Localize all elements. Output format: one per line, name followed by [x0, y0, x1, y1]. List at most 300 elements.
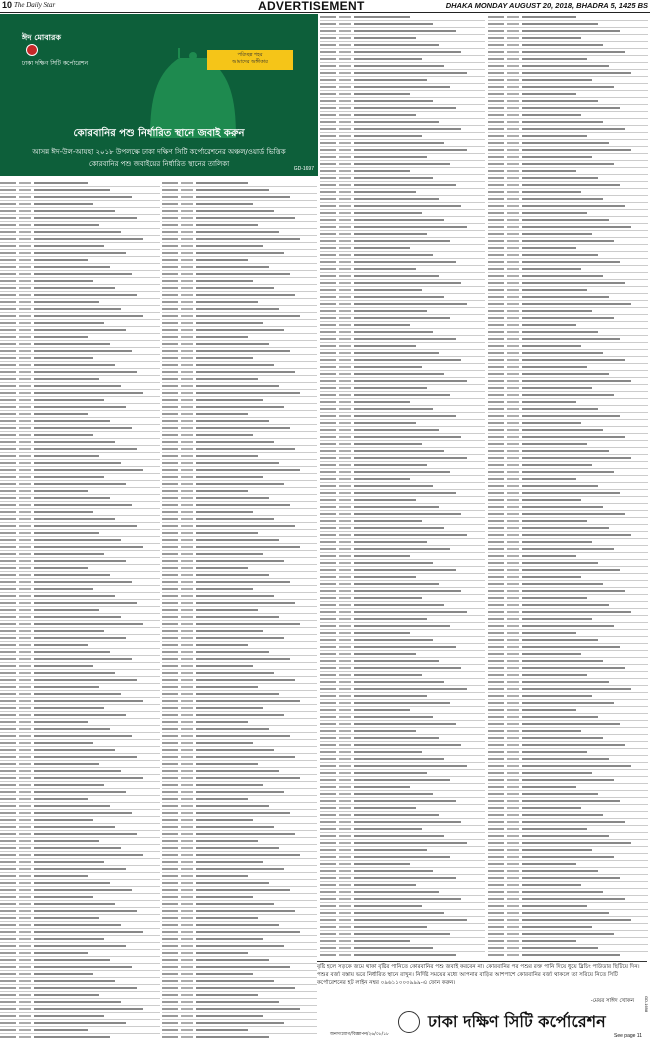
listing-row	[488, 161, 648, 168]
listing-row	[320, 336, 485, 343]
listing-row	[320, 924, 485, 931]
listing-row	[162, 558, 317, 565]
listing-row	[162, 796, 317, 803]
listing-row	[320, 518, 485, 525]
listing-row	[488, 896, 648, 903]
dscc-logo-icon	[26, 44, 38, 56]
listing-row	[320, 308, 485, 315]
listing-row	[0, 250, 160, 257]
listing-row	[488, 308, 648, 315]
eid-greeting: ঈদ মোবারক	[22, 33, 61, 42]
listing-row	[162, 803, 317, 810]
listing-row	[320, 679, 485, 686]
listing-row	[320, 749, 485, 756]
listing-row	[320, 441, 485, 448]
listing-row	[0, 481, 160, 488]
footer-org-name: ঢাকা দক্ষিণ সিটি কর্পোরেশন	[428, 1012, 606, 1031]
listing-row	[0, 712, 160, 719]
listing-row	[0, 313, 160, 320]
listing-row	[488, 133, 648, 140]
listing-row	[320, 112, 485, 119]
listing-row	[0, 530, 160, 537]
listing-row	[320, 707, 485, 714]
listing-row	[488, 238, 648, 245]
dateline: DHAKA MONDAY AUGUST 20, 2018, BHADRA 5, 1425 BS	[445, 1, 648, 10]
listing-row	[0, 775, 160, 782]
listing-row	[0, 628, 160, 635]
slogan-tag	[207, 50, 293, 70]
listing-row	[488, 182, 648, 189]
listing-row	[162, 887, 317, 894]
listing-row	[162, 404, 317, 411]
listing-row	[162, 579, 317, 586]
listing-row	[0, 551, 160, 558]
listing-row	[0, 201, 160, 208]
listing-row	[0, 285, 160, 292]
listing-row	[488, 910, 648, 917]
listing-row	[320, 245, 485, 252]
listing-row	[320, 98, 485, 105]
listing-row	[320, 35, 485, 42]
listing-row	[0, 278, 160, 285]
listing-row	[162, 208, 317, 215]
listing-row	[0, 229, 160, 236]
listing-row	[0, 768, 160, 775]
listing-row	[488, 399, 648, 406]
listing-row	[0, 866, 160, 873]
listing-row	[162, 488, 317, 495]
listing-row	[320, 532, 485, 539]
listing-row	[320, 728, 485, 735]
listing-row	[488, 91, 648, 98]
listing-row	[488, 875, 648, 882]
listing-row	[320, 266, 485, 273]
listing-row	[320, 196, 485, 203]
listing-row	[162, 831, 317, 838]
listing-row	[162, 201, 317, 208]
listing-row	[320, 847, 485, 854]
listing-row	[488, 672, 648, 679]
listing-row	[488, 623, 648, 630]
listing-row	[320, 665, 485, 672]
listing-row	[320, 896, 485, 903]
listing-row	[320, 469, 485, 476]
listing-row	[488, 889, 648, 896]
listing-row	[0, 390, 160, 397]
listing-row	[0, 516, 160, 523]
listing-row	[320, 756, 485, 763]
listing-row	[488, 462, 648, 469]
listing-row	[320, 161, 485, 168]
listing-row	[0, 544, 160, 551]
listing-row	[162, 600, 317, 607]
listing-row	[0, 747, 160, 754]
listing-row	[162, 509, 317, 516]
listing-row	[488, 679, 648, 686]
listing-row	[320, 399, 485, 406]
listing-row	[320, 763, 485, 770]
listing-row	[162, 789, 317, 796]
listing-row	[320, 322, 485, 329]
page-number: 10	[2, 0, 13, 10]
listing-row	[488, 721, 648, 728]
listing-row	[488, 756, 648, 763]
listing-row	[0, 782, 160, 789]
listing-row	[0, 915, 160, 922]
listing-row	[162, 453, 317, 460]
listing-row	[488, 56, 648, 63]
listing-row	[162, 348, 317, 355]
listing-row	[488, 532, 648, 539]
listing-row	[488, 63, 648, 70]
listing-row	[0, 537, 160, 544]
listing-row	[488, 287, 648, 294]
listing-row	[320, 364, 485, 371]
listing-row	[488, 392, 648, 399]
ad-reference: জনসংযোগ/বিজ্ঞাপন/২৬/০৮/১৮	[330, 1032, 390, 1037]
listing-row	[488, 665, 648, 672]
listing-row	[488, 448, 648, 455]
listing-row	[162, 292, 317, 299]
listing-row	[320, 56, 485, 63]
listing-row	[0, 467, 160, 474]
listing-row	[0, 929, 160, 936]
listing-row	[320, 28, 485, 35]
listing-row	[320, 462, 485, 469]
banner-subheading-1: আসন্ন ঈদ-উল-আযহা ২০১৮ উপলক্ষে ঢাকা দক্ষিণ সিটি কর্পোরেশনের অঞ্চল/ওয়ার্ড ভিত্তিক	[32, 148, 286, 156]
listing-row	[320, 735, 485, 742]
listing-row	[320, 217, 485, 224]
listing-row	[320, 140, 485, 147]
listing-row	[162, 264, 317, 271]
listing-row	[0, 621, 160, 628]
listing-row	[320, 910, 485, 917]
listing-row	[320, 931, 485, 938]
listing-row	[0, 852, 160, 859]
listing-row	[162, 754, 317, 761]
listing-row	[0, 985, 160, 992]
listing-row	[320, 721, 485, 728]
listing-row	[0, 817, 160, 824]
listing-row	[162, 250, 317, 257]
listing-row	[162, 964, 317, 971]
listing-row	[320, 714, 485, 721]
listing-row	[162, 663, 317, 670]
listing-row	[488, 637, 648, 644]
listing-row	[162, 761, 317, 768]
listing-row	[320, 455, 485, 462]
listing-row	[162, 782, 317, 789]
listing-row	[162, 474, 317, 481]
ad-code: GD-1697	[293, 166, 314, 172]
listing-row	[320, 70, 485, 77]
listing-row	[488, 217, 648, 224]
listing-row	[320, 420, 485, 427]
listing-row	[162, 691, 317, 698]
listing-row	[320, 539, 485, 546]
listing-row	[488, 497, 648, 504]
listing-row	[320, 147, 485, 154]
listing-row	[162, 572, 317, 579]
listing-row	[0, 600, 160, 607]
listing-row	[162, 481, 317, 488]
listing-row	[488, 742, 648, 749]
listing-row	[488, 301, 648, 308]
listing-row	[0, 684, 160, 691]
listing-row	[162, 187, 317, 194]
listing-row	[162, 866, 317, 873]
listing-row	[320, 175, 485, 182]
listing-row	[162, 859, 317, 866]
listing-row	[320, 238, 485, 245]
listing-row	[488, 882, 648, 889]
listing-row	[320, 476, 485, 483]
listing-row	[162, 733, 317, 740]
listing-row	[488, 364, 648, 371]
listing-row	[320, 875, 485, 882]
listing-row	[488, 917, 648, 924]
eid-banner	[0, 14, 318, 176]
listing-row	[488, 826, 648, 833]
listing-row	[0, 327, 160, 334]
listing-row	[488, 539, 648, 546]
listing-row	[320, 343, 485, 350]
listing-row	[320, 357, 485, 364]
listing-row	[162, 943, 317, 950]
listing-row	[320, 581, 485, 588]
listing-row	[162, 656, 317, 663]
listing-row	[162, 194, 317, 201]
listing-row	[0, 236, 160, 243]
listing-row	[320, 14, 485, 21]
listing-row	[320, 504, 485, 511]
listing-row	[0, 474, 160, 481]
listing-row	[488, 749, 648, 756]
listing-row	[488, 343, 648, 350]
listing-row	[162, 740, 317, 747]
listing-row	[488, 77, 648, 84]
listing-row	[0, 369, 160, 376]
listing-row	[320, 826, 485, 833]
listing-row	[488, 266, 648, 273]
listing-row	[488, 819, 648, 826]
listing-row	[0, 635, 160, 642]
listing-row	[488, 847, 648, 854]
listing-row	[320, 574, 485, 581]
listing-row	[320, 329, 485, 336]
listing-row	[320, 595, 485, 602]
listing-row	[320, 945, 485, 952]
listing-row	[488, 924, 648, 931]
listing-row	[0, 733, 160, 740]
listing-row	[488, 378, 648, 385]
listing-row	[488, 784, 648, 791]
listing-row	[488, 861, 648, 868]
listing-row	[488, 112, 648, 119]
listing-row	[0, 432, 160, 439]
listing-row	[488, 854, 648, 861]
listing-row	[162, 369, 317, 376]
listing-row	[0, 208, 160, 215]
listing-row	[488, 329, 648, 336]
listing-row	[320, 119, 485, 126]
listing-row	[320, 777, 485, 784]
listing-row	[320, 686, 485, 693]
listing-row	[488, 455, 648, 462]
listing-row	[488, 476, 648, 483]
listing-row	[320, 644, 485, 651]
listing-row	[0, 418, 160, 425]
listing-row	[320, 616, 485, 623]
listing-row	[320, 154, 485, 161]
listing-row	[320, 938, 485, 945]
listing-row	[0, 488, 160, 495]
listing-row	[320, 693, 485, 700]
listing-row	[488, 490, 648, 497]
listing-row	[488, 581, 648, 588]
listing-row	[162, 551, 317, 558]
listing-row	[488, 168, 648, 175]
listing-row	[162, 460, 317, 467]
listing-row	[320, 427, 485, 434]
listing-row	[320, 903, 485, 910]
listing-row	[488, 224, 648, 231]
listing-row	[162, 411, 317, 418]
listing-row	[320, 784, 485, 791]
listing-row	[162, 306, 317, 313]
listing-row	[488, 574, 648, 581]
listing-row	[0, 1027, 160, 1034]
listing-row	[320, 742, 485, 749]
listing-row	[162, 313, 317, 320]
listing-row	[0, 789, 160, 796]
listing-column-4	[488, 14, 648, 958]
listing-row	[0, 950, 160, 957]
listing-row	[0, 523, 160, 530]
listing-row	[488, 658, 648, 665]
listing-row	[320, 315, 485, 322]
listing-row	[162, 915, 317, 922]
listing-row	[0, 187, 160, 194]
listing-row	[320, 630, 485, 637]
listing-row	[0, 299, 160, 306]
listing-row	[320, 560, 485, 567]
listing-row	[0, 824, 160, 831]
listing-row	[488, 252, 648, 259]
listing-row	[320, 483, 485, 490]
listing-row	[0, 1013, 160, 1020]
listing-row	[162, 362, 317, 369]
listing-row	[488, 350, 648, 357]
listing-row	[488, 42, 648, 49]
listing-row	[488, 70, 648, 77]
listing-row	[0, 943, 160, 950]
listing-row	[0, 831, 160, 838]
listing-row	[162, 936, 317, 943]
listing-row	[162, 978, 317, 985]
listing-row	[0, 656, 160, 663]
listing-row	[488, 546, 648, 553]
listing-row	[488, 483, 648, 490]
listing-row	[0, 348, 160, 355]
listing-row	[488, 385, 648, 392]
listing-row	[162, 908, 317, 915]
listing-row	[320, 700, 485, 707]
listing-row	[488, 805, 648, 812]
side-code: GD-1698	[644, 996, 649, 1013]
listing-row	[488, 777, 648, 784]
listing-row	[488, 700, 648, 707]
listing-row	[320, 210, 485, 217]
listing-row	[162, 677, 317, 684]
listing-row	[0, 880, 160, 887]
listing-row	[488, 609, 648, 616]
banner-org-name: ঢাকা দক্ষিণ সিটি কর্পোরেশন	[22, 60, 89, 67]
listing-row	[162, 516, 317, 523]
listing-row	[162, 642, 317, 649]
listing-column-2	[162, 180, 317, 1038]
listing-row	[162, 929, 317, 936]
listing-row	[320, 588, 485, 595]
listing-row	[162, 649, 317, 656]
listing-row	[162, 425, 317, 432]
listing-row	[0, 376, 160, 383]
section-title: ADVERTISEMENT	[258, 0, 365, 13]
listing-row	[488, 616, 648, 623]
listing-row	[488, 357, 648, 364]
listing-row	[320, 378, 485, 385]
listing-row	[162, 593, 317, 600]
listing-row	[162, 719, 317, 726]
listing-row	[162, 957, 317, 964]
listing-row	[320, 812, 485, 819]
listing-row	[0, 887, 160, 894]
listing-row	[162, 1013, 317, 1020]
listing-row	[320, 658, 485, 665]
listing-row	[162, 1006, 317, 1013]
listing-row	[488, 413, 648, 420]
listing-row	[0, 957, 160, 964]
listing-row	[162, 817, 317, 824]
listing-row	[162, 824, 317, 831]
listing-row	[162, 894, 317, 901]
listing-row	[0, 1006, 160, 1013]
listing-row	[320, 546, 485, 553]
listing-row	[320, 273, 485, 280]
listing-row	[488, 798, 648, 805]
listing-row	[0, 1020, 160, 1027]
listing-row	[320, 497, 485, 504]
listing-row	[488, 763, 648, 770]
listing-row	[488, 469, 648, 476]
listing-row	[162, 747, 317, 754]
listing-row	[0, 215, 160, 222]
listing-row	[488, 686, 648, 693]
listing-row	[488, 931, 648, 938]
listing-row	[488, 14, 648, 21]
listing-row	[320, 952, 485, 958]
listing-row	[162, 684, 317, 691]
listing-row	[320, 406, 485, 413]
listing-row	[0, 740, 160, 747]
listing-row	[488, 567, 648, 574]
listing-row	[0, 978, 160, 985]
listing-row	[162, 537, 317, 544]
listing-row	[0, 936, 160, 943]
listing-row	[488, 434, 648, 441]
listing-row	[488, 588, 648, 595]
listing-row	[488, 140, 648, 147]
